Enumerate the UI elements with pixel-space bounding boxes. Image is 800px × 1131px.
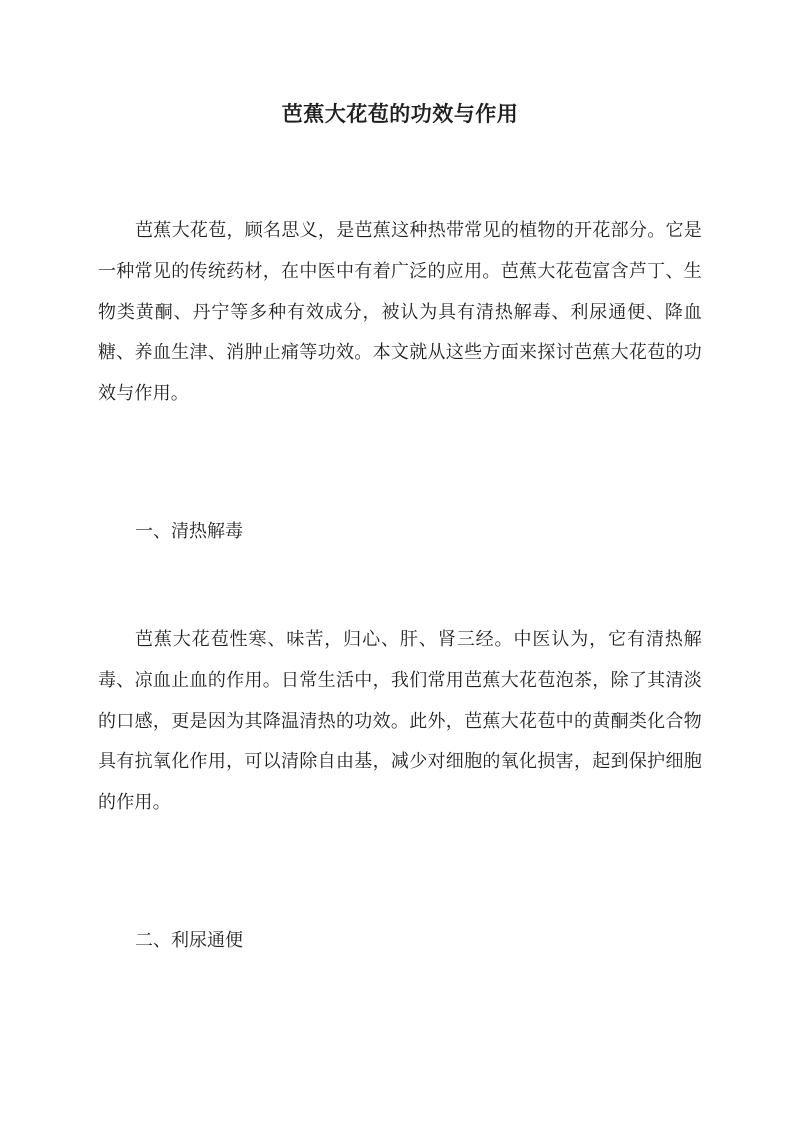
intro-paragraph: 芭蕉大花苞，顾名思义，是芭蕉这种热带常见的植物的开花部分。它是一种常见的传统药材，在中医中有着广泛的应用。芭蕉大花苞富含芦丁、生物类黄酮、丹宁等多种有效成分，被认为具有清热解毒、利尿通便、降血糖、养血生津、消肿止痛等功效。本文就从这些方面来探讨芭蕉大花苞的功效与作用。 (98, 220, 702, 405)
section-heading-1: 一、清热解毒 (135, 521, 243, 542)
document-title: 芭蕉大花苞的功效与作用 (281, 101, 519, 126)
section-heading-2: 二、利尿通便 (135, 930, 243, 951)
section-paragraph-1: 芭蕉大花苞性寒、味苦，归心、肝、肾三经。中医认为，它有清热解毒、凉血止血的作用。日常生活中，我们常用芭蕉大花苞泡茶，除了其清淡的口感，更是因为其降温清热的功效。此外，芭蕉大花苞中的黄酮类化合物具有抗氧化作用，可以清除自由基，减少对细胞的氧化损害，起到保护细胞的作用。 (98, 629, 702, 814)
